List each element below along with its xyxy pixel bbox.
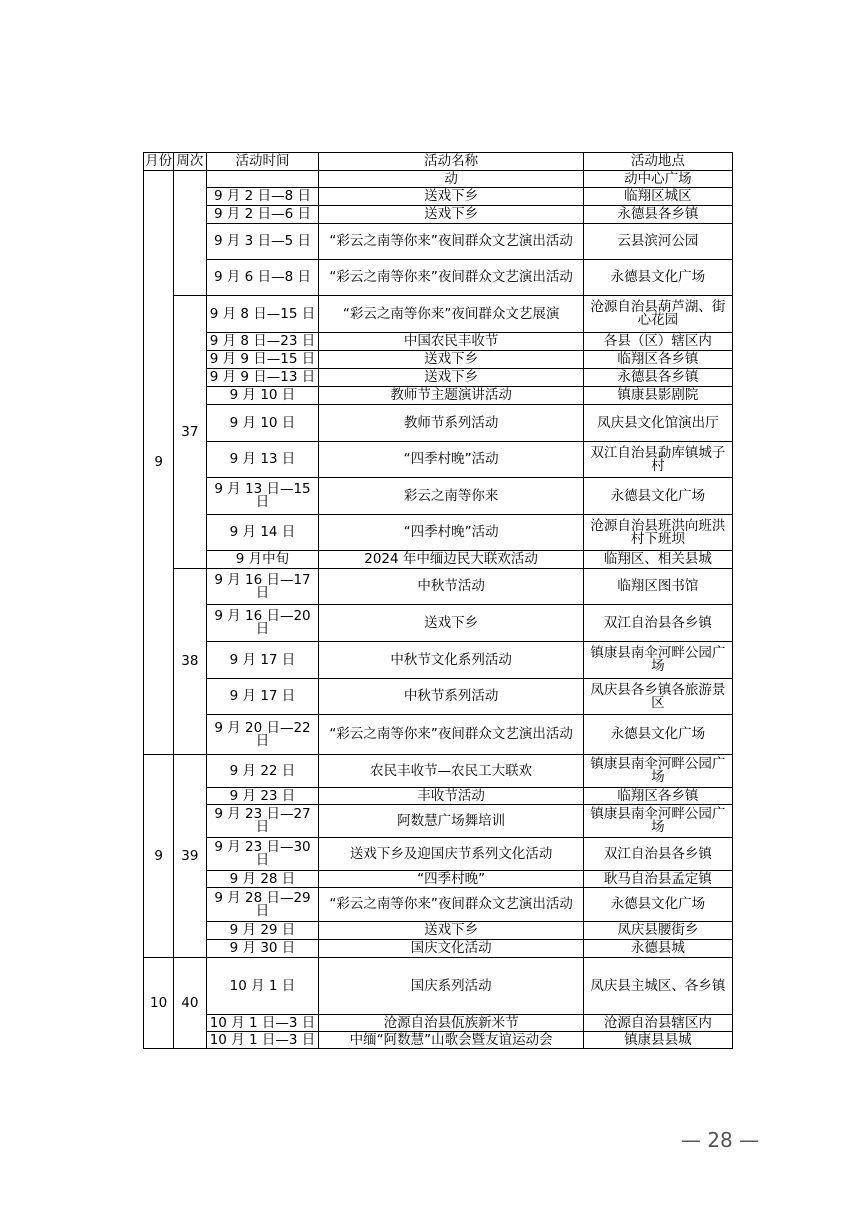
activity-time-cell: 9 月 23 日—30 日 [206, 838, 319, 871]
table-row [144, 478, 733, 515]
table-row [144, 958, 733, 1015]
activity-name-cell: 送戏下乡 [319, 351, 583, 369]
table-row [144, 224, 733, 260]
activity-time-cell: 9 月 8 日—15 日 [206, 296, 319, 333]
month-cell: 9 [144, 755, 174, 958]
activity-location-cell: 镇康县影剧院 [583, 387, 732, 405]
header-month: 月份 [145, 153, 173, 169]
activity-name-cell: “彩云之南等你来”夜间群众文艺演出活动 [319, 224, 583, 260]
activity-name-cell: 送戏下乡 [319, 922, 583, 940]
activity-name-cell: “彩云之南等你来”夜间群众文艺演出活动 [319, 715, 583, 755]
month-cell: 9 [144, 171, 174, 755]
activity-location-cell: 凤庆县腰街乡 [583, 922, 732, 940]
activity-time-cell: 9 月 28 日—29 日 [206, 888, 319, 922]
activity-time-cell: 9 月 20 日—22 日 [206, 715, 319, 755]
table-row [144, 922, 733, 940]
activity-name-cell: 中秋节活动 [319, 569, 583, 605]
activity-location-cell: 耿马自治县孟定镇 [583, 871, 732, 888]
activity-name-cell: 彩云之南等你来 [319, 478, 583, 515]
activity-time-cell: 9 月 17 日 [206, 642, 319, 679]
activity-location-cell: 沧源自治县班洪向班洪村下班坝 [583, 515, 732, 551]
activity-name-cell: 教师节主题演讲活动 [319, 387, 583, 405]
activity-name-cell: 送戏下乡 [319, 605, 583, 642]
table-row [144, 1032, 733, 1049]
activity-location-cell: 永德县文化广场 [583, 715, 732, 755]
activity-name-cell: 国庆文化活动 [319, 940, 583, 958]
activity-name-cell: “彩云之南等你来”夜间群众文艺演出活动 [319, 888, 583, 922]
week-cell: 40 [174, 958, 206, 1049]
table-row [144, 551, 733, 569]
activity-name-cell: 送戏下乡 [319, 188, 583, 206]
activity-location-cell: 云县滨河公园 [583, 224, 732, 260]
activity-time-cell: 9 月 9 日—13 日 [206, 369, 319, 387]
table-header [144, 153, 733, 171]
activity-time-cell: 9 月 22 日 [206, 755, 319, 788]
activity-name-cell: 送戏下乡及迎国庆节系列文化活动 [319, 838, 583, 871]
activity-name-cell: “彩云之南等你来”夜间群众文艺演出活动 [319, 260, 583, 296]
activity-location-cell: 永德县文化广场 [583, 888, 732, 922]
activity-location-cell: 永德县各乡镇 [583, 369, 732, 387]
header-week: 周次 [174, 153, 206, 171]
activity-name-cell: 教师节系列活动 [319, 405, 583, 442]
table-row [144, 838, 733, 871]
activity-name-cell: “四季村晚”活动 [319, 515, 583, 551]
table-row [144, 387, 733, 405]
activity-location-cell: 镇康县南伞河畔公园广场 [583, 805, 732, 838]
activity-name-cell: 2024 年中缅边民大联欢活动 [319, 551, 583, 569]
activity-location-cell: 双江自治县勐库镇城子村 [583, 442, 732, 478]
activity-time-cell: 9 月 8 日—23 日 [206, 333, 319, 351]
activity-time-cell: 9 月 13 日 [206, 442, 319, 478]
activity-location-cell: 永德县各乡镇 [583, 206, 732, 224]
table-row [144, 260, 733, 296]
table-row [144, 1015, 733, 1032]
table-row [144, 206, 733, 224]
activity-time-cell: 9 月 2 日—6 日 [206, 206, 319, 224]
activity-location-cell: 动中心广场 [583, 171, 732, 188]
activity-location-cell: 临翔区各乡镇 [583, 351, 732, 369]
table-row [144, 515, 733, 551]
table-row [144, 642, 733, 679]
table-row [144, 888, 733, 922]
activity-name-cell: “四季村晚”活动 [319, 442, 583, 478]
table-row [144, 442, 733, 478]
header-row [144, 153, 733, 171]
table-row [144, 171, 733, 188]
activity-time-cell: 10 月 1 日 [206, 958, 319, 1015]
activity-schedule-table [143, 152, 733, 1049]
activity-time-cell: 9 月 28 日 [206, 871, 319, 888]
activity-name-cell: 中缅“阿数慧”山歌会暨友谊运动会 [319, 1032, 583, 1049]
table-row [144, 188, 733, 206]
page-number: — 28 — [680, 1128, 760, 1152]
week-cell [174, 171, 206, 296]
activity-location-cell: 永德县文化广场 [583, 260, 732, 296]
activity-name-cell: 阿数慧广场舞培训 [319, 805, 583, 838]
table-row [144, 296, 733, 333]
activity-time-cell: 9 月 6 日—8 日 [206, 260, 319, 296]
header-time: 活动时间 [206, 153, 319, 171]
table-row [144, 805, 733, 838]
activity-location-cell: 临翔区城区 [583, 188, 732, 206]
activity-time-cell: 9 月 17 日 [206, 679, 319, 715]
activity-location-cell: 临翔区图书馆 [583, 569, 732, 605]
activity-time-cell: 9 月 14 日 [206, 515, 319, 551]
activity-location-cell: 凤庆县文化馆演出厅 [583, 405, 732, 442]
activity-name-cell: 送戏下乡 [319, 369, 583, 387]
activity-name-cell: 国庆系列活动 [319, 958, 583, 1015]
activity-time-cell: 10 月 1 日—3 日 [206, 1015, 319, 1032]
activity-time-cell: 9 月 30 日 [206, 940, 319, 958]
activity-time-cell: 9 月 23 日—27 日 [206, 805, 319, 838]
activity-time-cell: 9 月中旬 [206, 551, 319, 569]
activity-name-cell: “彩云之南等你来”夜间群众文艺展演 [319, 296, 583, 333]
activity-location-cell: 沧源自治县葫芦湖、街心花园 [583, 296, 732, 333]
activity-time-cell: 9 月 2 日—8 日 [206, 188, 319, 206]
activity-time-cell: 9 月 13 日—15 日 [206, 478, 319, 515]
activity-time-cell: 9 月 16 日—20 日 [206, 605, 319, 642]
activity-time-cell: 9 月 29 日 [206, 922, 319, 940]
activity-location-cell: 凤庆县主城区、各乡镇 [583, 958, 732, 1015]
activity-name-cell: 丰收节活动 [319, 788, 583, 805]
table-row [144, 405, 733, 442]
activity-name-cell: 中秋节系列活动 [319, 679, 583, 715]
activity-location-cell: 临翔区各乡镇 [583, 788, 732, 805]
header-location: 活动地点 [583, 153, 732, 171]
table-row [144, 369, 733, 387]
activity-time-cell: 9 月 10 日 [206, 405, 319, 442]
activity-location-cell: 永德县文化广场 [583, 478, 732, 515]
activity-location-cell: 永德县城 [583, 940, 732, 958]
activity-name-cell: 农民丰收节—农民工大联欢 [319, 755, 583, 788]
activity-time-cell: 9 月 9 日—15 日 [206, 351, 319, 369]
table-row [144, 788, 733, 805]
week-cell: 39 [174, 755, 206, 958]
activity-name-cell: “四季村晚” [319, 871, 583, 888]
activity-location-cell: 凤庆县各乡镇各旅游景区 [583, 679, 732, 715]
activity-time-cell: 9 月 16 日—17 日 [206, 569, 319, 605]
activity-time-cell: 9 月 10 日 [206, 387, 319, 405]
table-row [144, 871, 733, 888]
activity-name-cell: 沧源自治县佤族新米节 [319, 1015, 583, 1032]
activity-location-cell: 双江自治县各乡镇 [583, 838, 732, 871]
activity-location-cell: 临翔区、相关县城 [583, 551, 732, 569]
activity-location-cell: 镇康县南伞河畔公园广场 [583, 755, 732, 788]
activity-time-cell [206, 171, 319, 188]
activity-name-cell: 动 [319, 171, 583, 188]
activity-location-cell: 镇康县县城 [583, 1032, 732, 1049]
activity-time-cell: 9 月 3 日—5 日 [206, 224, 319, 260]
activity-location-cell: 沧源自治县辖区内 [583, 1015, 732, 1032]
table-row [144, 569, 733, 605]
activity-time-cell: 10 月 1 日—3 日 [206, 1032, 319, 1049]
table-row [144, 605, 733, 642]
table-row [144, 940, 733, 958]
week-cell: 38 [174, 569, 206, 755]
table-row [144, 755, 733, 788]
table-row [144, 333, 733, 351]
activity-location-cell: 镇康县南伞河畔公园广场 [583, 642, 732, 679]
header-activity-name: 活动名称 [319, 153, 583, 171]
table-body [144, 171, 733, 1049]
table-row [144, 715, 733, 755]
table-row [144, 351, 733, 369]
activity-time-cell: 9 月 23 日 [206, 788, 319, 805]
activity-location-cell: 双江自治县各乡镇 [583, 605, 732, 642]
month-cell: 10 [144, 958, 174, 1049]
week-cell: 37 [174, 296, 206, 569]
activity-name-cell: 中国农民丰收节 [319, 333, 583, 351]
activity-name-cell: 送戏下乡 [319, 206, 583, 224]
activity-name-cell: 中秋节文化系列活动 [319, 642, 583, 679]
table-row [144, 679, 733, 715]
activity-location-cell: 各县（区）辖区内 [583, 333, 732, 351]
